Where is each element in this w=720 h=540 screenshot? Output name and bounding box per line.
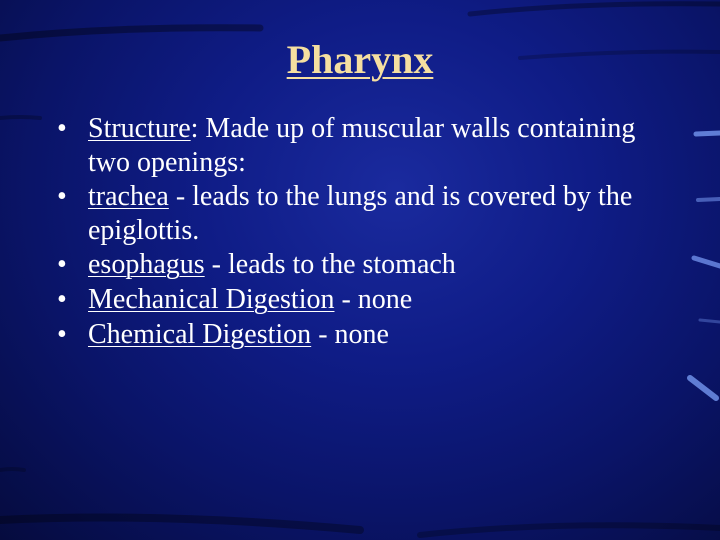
bullet-term: Chemical Digestion bbox=[88, 318, 312, 350]
bullet-dot: • bbox=[57, 283, 67, 315]
bullet-text: - none bbox=[334, 283, 413, 315]
bullet-dot: • bbox=[57, 181, 67, 213]
slide-title: Pharynx bbox=[286, 37, 434, 82]
bullet-item bbox=[57, 180, 657, 247]
bullet-text: - none bbox=[311, 318, 389, 350]
bullet-text: : Made up of muscular walls containing two openings: bbox=[88, 113, 636, 178]
bullet-term: Structure bbox=[88, 113, 191, 144]
bullet-dot: • bbox=[57, 318, 67, 350]
bullet-text: - leads to the lungs and is covered by the epiglottis. bbox=[88, 181, 633, 246]
bullet-term: Mechanical Digestion bbox=[88, 283, 335, 315]
bullet-term: esophagus bbox=[88, 249, 205, 281]
bullet-dot: • bbox=[57, 113, 67, 144]
bullet-item bbox=[57, 112, 657, 179]
bullet-term: trachea bbox=[88, 181, 169, 213]
bullet-item bbox=[57, 318, 657, 352]
bullet-text: - leads to the stomach bbox=[204, 249, 456, 281]
bullet-dot: • bbox=[57, 249, 67, 281]
bullet-list bbox=[57, 112, 657, 352]
bullet-item bbox=[57, 248, 657, 282]
bullet-item bbox=[57, 283, 657, 317]
